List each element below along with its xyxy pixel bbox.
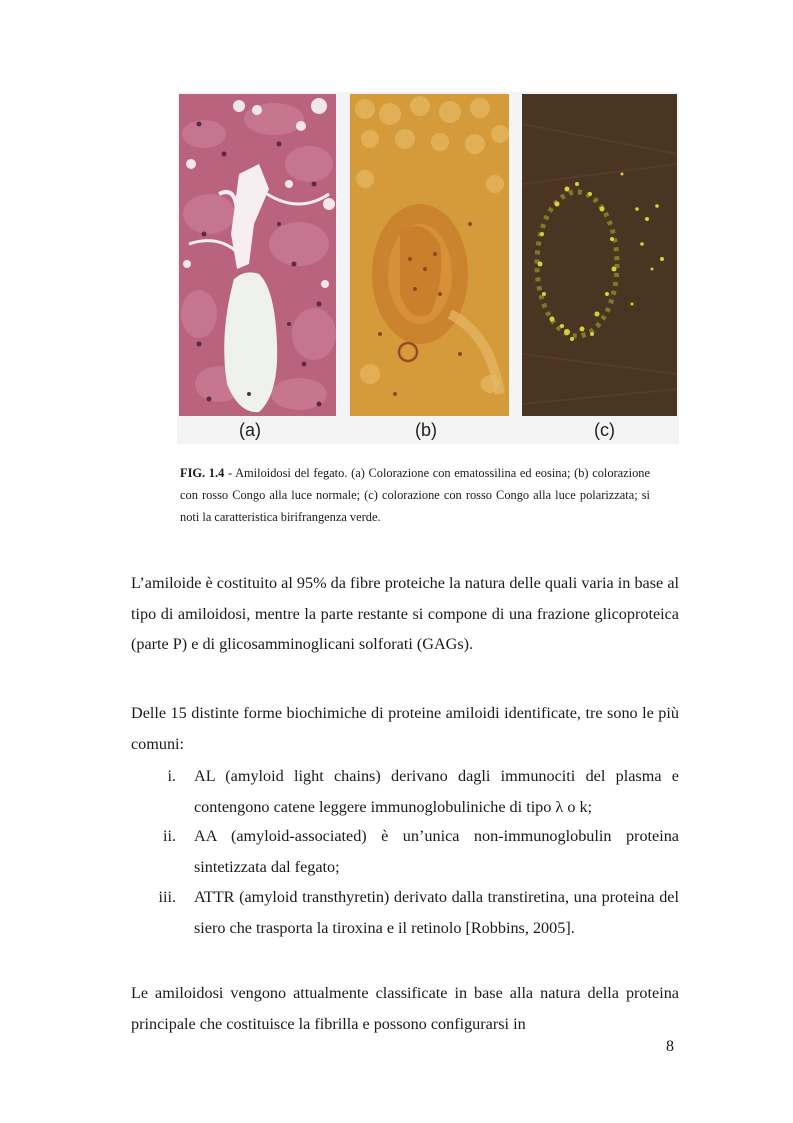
figure-number: FIG. 1.4 [180, 466, 225, 480]
panel-label-a: (a) [239, 420, 261, 440]
paragraph-amyloid-forms: Delle 15 distinte forme biochimiche di proteine amiloidi identificate, tre sono le più comuni: [131, 704, 679, 753]
figure-caption [180, 462, 650, 528]
list-item-number: i. [167, 767, 176, 785]
list-item-text: AL (amyloid light chains) derivano dagli immunociti del plasma e contengono catene leggere immunoglobuliniche di tipo λ o k; [194, 767, 679, 816]
list-item [131, 821, 679, 882]
figure-caption-text: - Amiloidosi del fegato. (a) Colorazione con ematossilina ed eosina; (b) colorazione con rosso Congo alla luce normale; (c) colorazione con rosso Congo alla luce polarizzata; si noti la caratteristica birifrangenza verde. [180, 466, 650, 524]
figure-liver-amyloidosis [177, 92, 679, 444]
paragraph-amyloid-composition: L’amiloide è costituito al 95% da fibre proteiche la natura delle quali varia in base al tipo di amiloidosi, mentre la parte restante si compone di una frazione glicoproteica (parte P) e di glicosamminoglicani solforati (GAGs). [131, 574, 679, 653]
list-item [131, 882, 679, 972]
micrograph-congo-red-normal-light [350, 94, 509, 416]
list-item-number: ii. [162, 827, 176, 845]
list-item-number: iii. [158, 888, 176, 906]
amyloid-protein-list [131, 761, 679, 972]
micrograph-congo-red-polarized-light [522, 94, 677, 416]
page-number: 8 [666, 1038, 674, 1055]
list-item [131, 761, 679, 821]
list-item-text: ATTR (amyloid transthyretin) derivato dalla transtiretina, una proteina del siero che trasporta la tiroxina e il retinolo [Robbins, 2005]. [194, 888, 679, 937]
list-item-text: AA (amyloid-associated) è un’unica non-immunoglobulin proteina sintetizzata dal fegato; [194, 827, 679, 876]
panel-label-c: (c) [594, 420, 615, 440]
panel-label-b: (b) [415, 420, 437, 440]
micrograph-he-stain [179, 94, 336, 416]
paragraph-amyloidosis-classification: Le amiloidosi vengono attualmente classificate in base alla natura della proteina principale che costituisce la fibrilla e possono configurarsi in [131, 984, 679, 1033]
